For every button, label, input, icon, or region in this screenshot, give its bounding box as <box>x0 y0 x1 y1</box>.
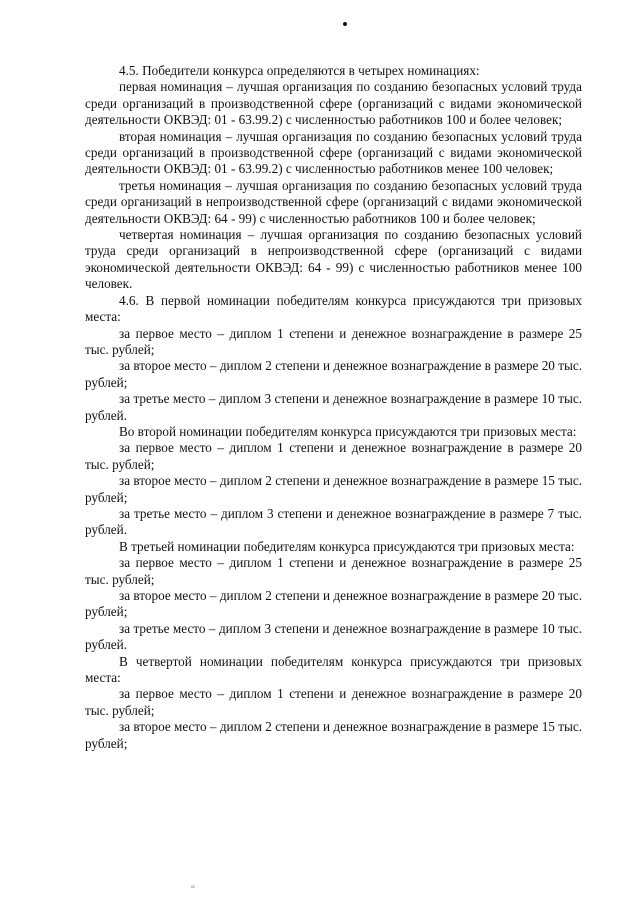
nomination-2-prizes-heading: Во второй номинации победителям конкурса присуждаются три призовых места: <box>119 423 577 439</box>
nomination-2-paragraph: вторая номинация – лучшая организация по созданию безопасных условий труда среди организаций в производственной сфере (организаций с видами экономической деятельности ОКВЭД: 01 - 63.99.2) с численностью работников менее 100 человек; <box>85 128 582 177</box>
prize-second-place: за второе место – диплом 2 степени и денежное вознаграждение в размере 15 тыс. рублей; <box>85 473 582 505</box>
prize-first-place: за первое место – диплом 1 степени и денежное вознаграждение в размере 25 тыс. рублей; <box>85 325 582 357</box>
prize-second-place: за второе место – диплом 2 степени и денежное вознаграждение в размере 20 тыс. рублей; <box>85 358 582 390</box>
section-4-6-heading: 4.6. В первой номинации победителям конкурса присуждаются три призовых места: <box>85 292 582 325</box>
prize-third-place: за третье место – диплом 3 степени и денежное вознаграждение в размере 10 тыс. рублей. <box>85 391 582 423</box>
prize-first-place: за первое место – диплом 1 степени и денежное вознаграждение в размере 25 тыс. рублей; <box>85 555 582 587</box>
nomination-4-prizes-heading: В четвертой номинации победителям конкурса присуждаются три призовых места: <box>85 653 582 686</box>
nomination-3-prizes-heading: В третьей номинации победителям конкурса присуждаются три призовых места: <box>119 538 575 554</box>
nomination-1-paragraph: первая номинация – лучшая организация по созданию безопасных условий труда среди организаций в производственной сфере (организаций с видами экономической деятельности ОКВЭД: 01 - 63.99.2) с численностью работников 100 и более человек; <box>85 79 582 128</box>
scan-artifact-mark: ≈ <box>191 883 195 891</box>
prize-second-place: за второе место – диплом 2 степени и денежное вознаграждение в размере 15 тыс. рублей; <box>85 719 582 751</box>
prize-third-place: за третье место – диплом 3 степени и денежное вознаграждение в размере 10 тыс. рублей. <box>85 620 582 653</box>
prize-first-place: за первое место – диплом 1 степени и денежное вознаграждение в размере 20 тыс. рублей; <box>85 686 582 718</box>
prize-third-place: за третье место – диплом 3 степени и денежное вознаграждение в размере 7 тыс. рублей. <box>85 505 582 538</box>
scan-dot-mark <box>343 22 347 26</box>
prize-second-place: за второе место – диплом 2 степени и денежное вознаграждение в размере 20 тыс. рублей; <box>85 588 582 620</box>
document-body <box>85 63 582 752</box>
nomination-3-paragraph: третья номинация – лучшая организация по созданию безопасных условий труда среди организаций в непроизводственной сфере (организаций с видами экономической деятельности ОКВЭД: 64 - 99) с численностью работников 100 и более человек; <box>85 177 582 226</box>
prize-first-place: за первое место – диплом 1 степени и денежное вознаграждение в размере 20 тыс. рублей; <box>85 440 582 472</box>
section-4-5-heading: 4.5. Победители конкурса определяются в четырех номинациях: <box>119 63 480 78</box>
nomination-4-paragraph: четвертая номинация – лучшая организация по созданию безопасных условий труда среди организаций в непроизводственной сфере (организаций с видами экономической деятельности ОКВЭД: 64 - 99) с численностью работников менее 100 человек. <box>85 227 582 292</box>
